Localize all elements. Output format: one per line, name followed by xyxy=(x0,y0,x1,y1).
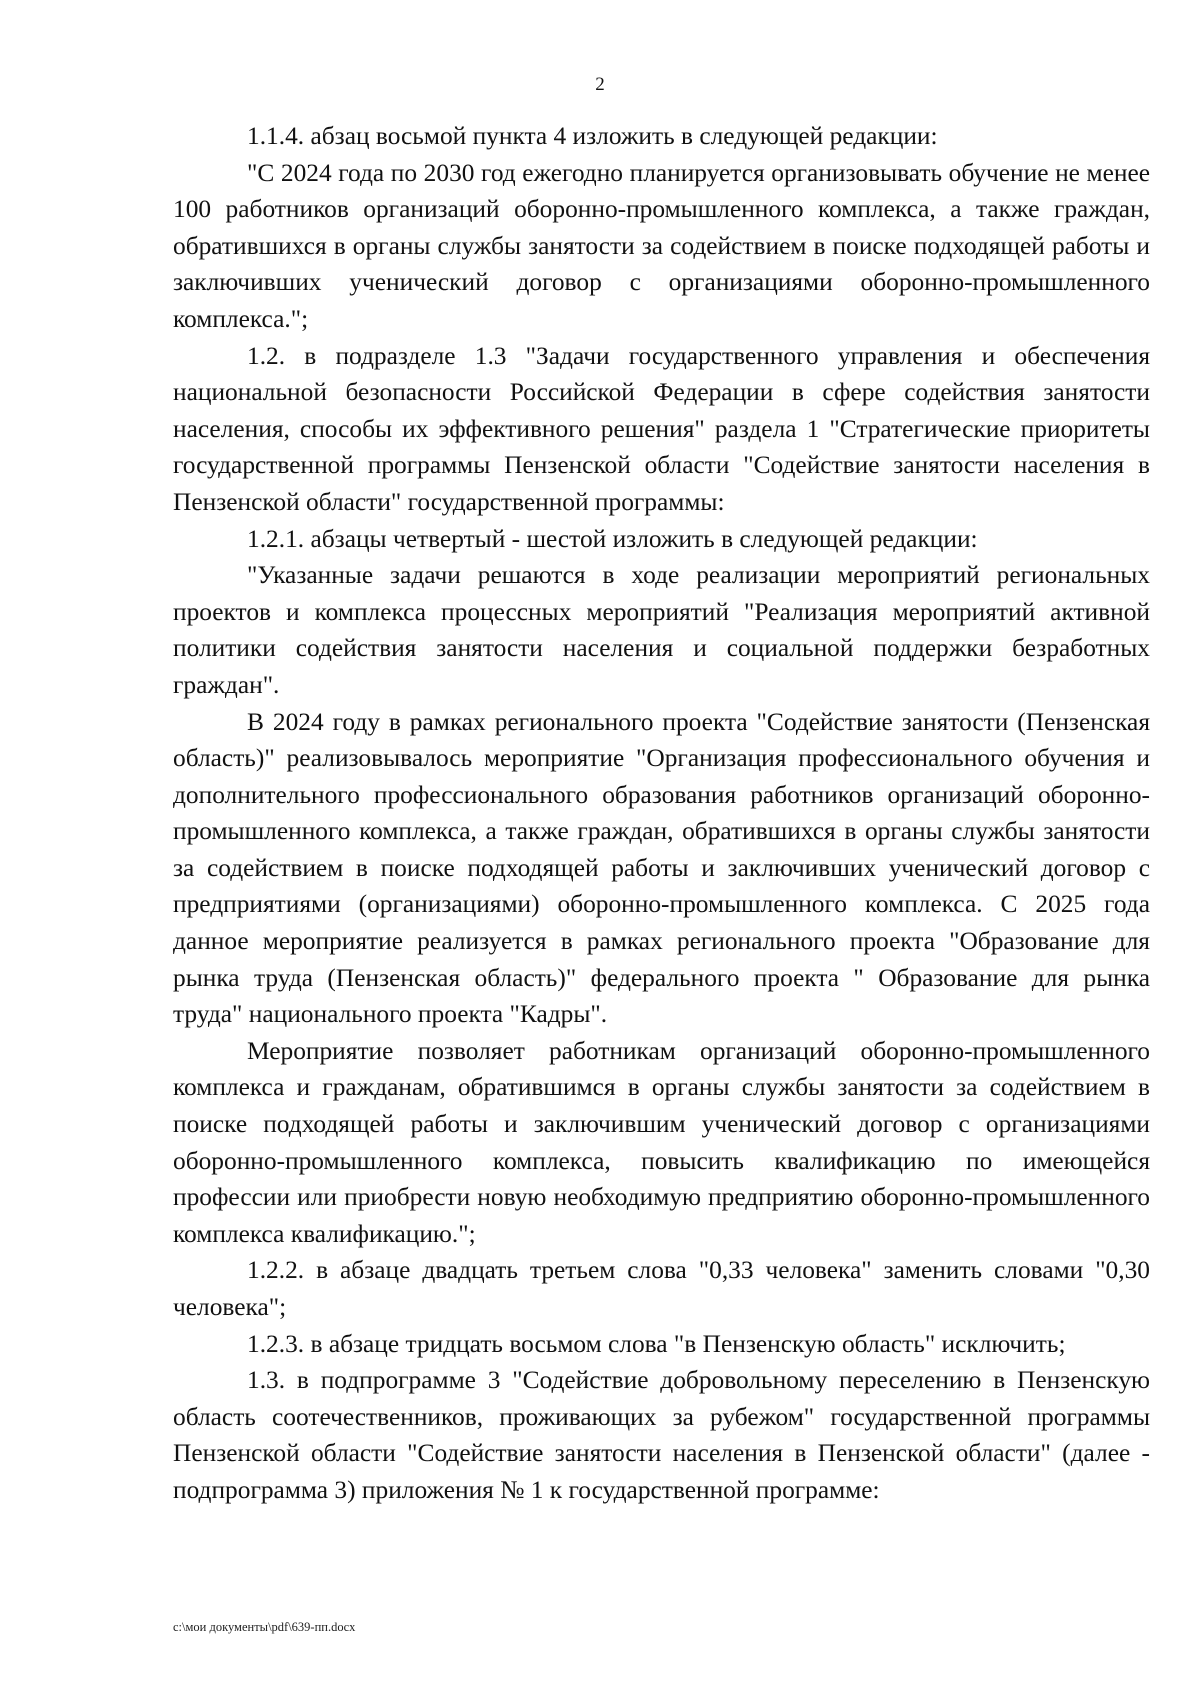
page-number: 2 xyxy=(595,74,605,95)
footer-file-path: c:\мои документы\pdf\639-пп.docx xyxy=(173,1620,356,1634)
document-body xyxy=(173,118,1150,1509)
paragraph-1-2: 1.2. в подразделе 1.3 "Задачи государственного управления и обеспечения национальной безопасности Российской Федерации в сфере содействия занятости населения, способы их эффективного решения" раздела 1 "Стратегические приоритеты государственной программы Пензенской области "Содействие занятости населения в Пензенской области" государственной программы: xyxy=(173,341,1150,516)
paragraph-measure: Мероприятие позволяет работникам организаций оборонно-промышленного комплекса и гражданам, обратившимся в органы службы занятости за содействием в поиске подходящей работы и заключившим ученический договор с организациями оборонно-промышленного комплекса, повысить квалификацию по имеющейся профессии или приобрести новую необходимую предприятию оборонно-промышленного комплекса квалификацию."; xyxy=(173,1036,1150,1248)
paragraph-2024-project: В 2024 году в рамках регионального проекта "Содействие занятости (Пензенская область)" реализовывалось мероприятие "Организация профессионального обучения и дополнительного профессионального образования работников организаций оборонно-промышленного комплекса, а также граждан, обратившихся в органы службы занятости за содействием в поиске подходящей работы и заключивших ученический договор с предприятиями (организациями) оборонно-промышленного комплекса. С 2025 года данное мероприятие реализуется в рамках регионального проекта "Образование для рынка труда (Пензенская область)" федерального проекта " Образование для рынка труда" национального проекта "Кадры". xyxy=(173,707,1150,1029)
paragraph-1-3: 1.3. в подпрограмме 3 "Содействие добровольному переселению в Пензенскую область соотечественников, проживающих за рубежом" государственной программы Пензенской области "Содействие занятости населения в Пензенской области" (далее - подпрограмма 3) приложения № 1 к государственной программе: xyxy=(173,1366,1150,1504)
paragraph-1-2-2: 1.2.2. в абзаце двадцать третьем слова "0,33 человека" заменить словами "0,30 человека"; xyxy=(173,1256,1150,1321)
paragraph-1-2-3: 1.2.3. в абзаце тридцать восьмом слова "в Пензенскую область" исключить; xyxy=(247,1329,1066,1358)
paragraph-quote-tasks: "Указанные задачи решаются в ходе реализации мероприятий региональных проектов и комплекса процессных мероприятий "Реализация мероприятий активной политики содействия занятости населения и социальной поддержки безработных граждан". xyxy=(173,561,1150,699)
paragraph-quote-training: "С 2024 года по 2030 год ежегодно планируется организовывать обучение не менее 100 работников организаций оборонно-промышленного комплекса, а также граждан, обратившихся в органы службы занятости за содействием в поиске подходящей работы и заключивших ученический договор с организациями оборонно-промышленного комплекса."; xyxy=(173,158,1150,333)
paragraph-1-1-4: 1.1.4. абзац восьмой пункта 4 изложить в следующей редакции: xyxy=(247,122,938,150)
paragraph-1-2-1: 1.2.1. абзацы четвертый - шестой изложить в следующей редакции: xyxy=(247,524,978,553)
